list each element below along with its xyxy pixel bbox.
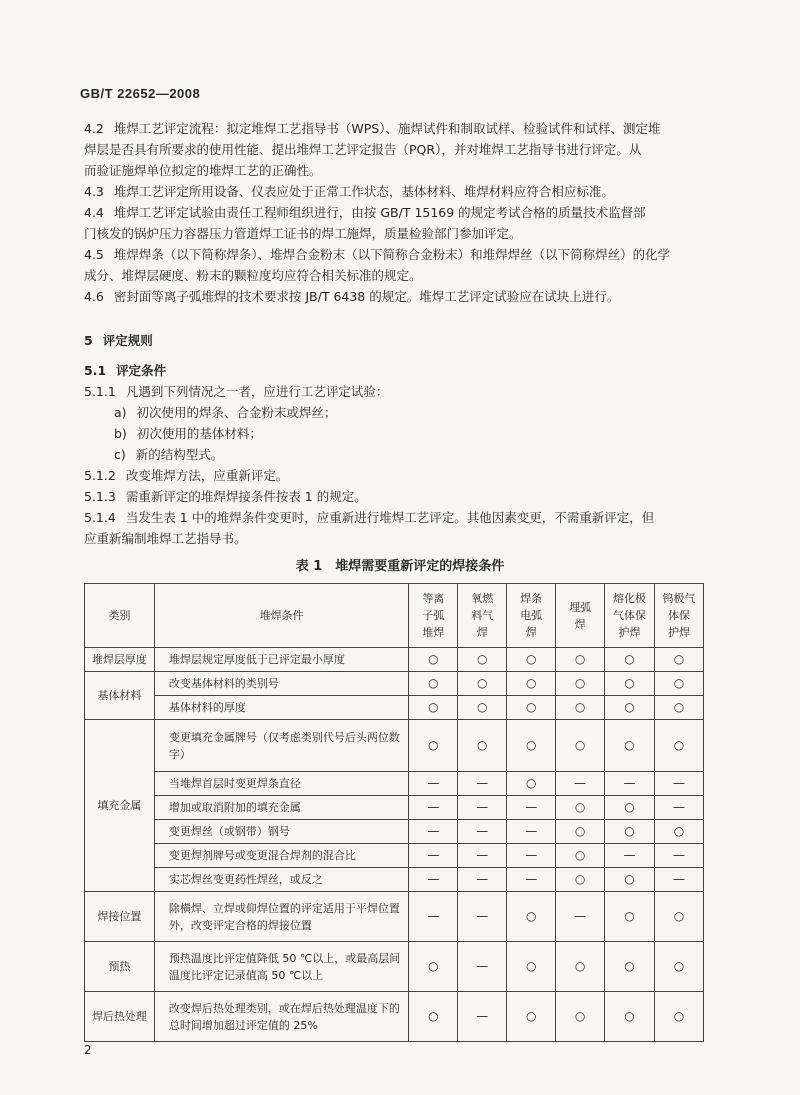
table-row [85,648,704,672]
clause-number: 4.6 [84,289,104,304]
header-method: 焊条 电弧 焊 [507,584,556,648]
mark-cell: ○ [605,696,655,720]
table-row [85,796,704,820]
mark-cell: ○ [655,672,704,696]
mark-cell: ○ [605,892,655,942]
condition-cell: 当堆焊首层时变更焊条直径 [154,772,409,796]
mark-cell: — [458,772,507,796]
mark-cell: ○ [655,992,704,1042]
mark-cell: — [556,772,605,796]
condition-cell: 预热温度比评定值降低 50 ℃以上，或最高层间温度比评定记录值高 50 ℃以上 [154,942,409,992]
table-row [85,992,704,1042]
condition-cell: 变更焊剂牌号或变更混合焊剂的混合比 [154,844,409,868]
clauses-section-4 [84,118,724,307]
mark-cell: ○ [556,696,605,720]
mark-cell: ○ [605,820,655,844]
clause-number: 5.1.2 [84,468,116,483]
mark-cell: ○ [507,696,556,720]
table-row [85,696,704,720]
subsection-number: 5.1 [84,363,107,378]
category-cell: 焊接位置 [85,892,155,942]
list-item [84,402,724,423]
clause-text: 焊层是否具有所要求的使用性能、提出堆焊工艺评定报告（PQR），并对堆焊工艺指导书进行评定。从 [84,142,642,157]
category-cell: 堆焊层厚度 [85,648,155,672]
mark-cell: — [458,892,507,942]
condition-cell: 堆焊层规定厚度低于已评定最小厚度 [154,648,409,672]
clause-number: 4.5 [84,247,104,262]
condition-cell: 基体材料的厚度 [154,696,409,720]
clause-text: 门核发的锅炉压力容器压力管道焊工证书的焊工施焊，质量检验部门参加评定。 [84,226,522,241]
subsection-title: 评定条件 [116,363,167,378]
mark-cell: ○ [556,942,605,992]
mark-cell: — [409,820,458,844]
clause-text: 凡遇到下列情况之一者，应进行工艺评定试验： [125,384,389,399]
category-cell: 基体材料 [85,672,155,720]
category-cell: 预热 [85,942,155,992]
mark-cell: ○ [458,720,507,772]
mark-cell: ○ [507,992,556,1042]
clause-text: 应重新编制堆焊工艺指导书。 [84,531,247,546]
mark-cell: ○ [507,942,556,992]
mark-cell: ○ [556,796,605,820]
clause-text: 堆焊焊条（以下简称焊条）、堆焊合金粉末（以下简称合金粉末）和堆焊焊丝（以下简称焊丝）的化学 [113,247,671,262]
mark-cell: — [458,796,507,820]
clause-text: 堆焊工艺评定所用设备、仪表应处于正常工作状态，基体材料、堆焊材料应符合相应标准。 [113,184,614,199]
condition-cell: 增加或取消附加的填充金属 [154,796,409,820]
section-number: 5 [84,333,93,348]
mark-cell: ○ [556,648,605,672]
header-method: 熔化极 气体保 护焊 [605,584,655,648]
section-5-heading [84,330,724,351]
mark-cell: ○ [655,696,704,720]
list-item [84,423,724,444]
mark-cell: ○ [507,720,556,772]
clause-4-5 [84,244,724,286]
section-5 [84,330,724,549]
table-row [85,868,704,892]
mark-cell: — [605,772,655,796]
mark-cell: — [655,772,704,796]
mark-cell: ○ [655,720,704,772]
header-condition: 堆焊条件 [154,584,409,648]
clause-text: 而验证施焊单位拟定的堆焊工艺的正确性。 [84,163,322,178]
mark-cell: ○ [458,672,507,696]
mark-cell: ○ [655,648,704,672]
mark-cell: ○ [409,942,458,992]
list-text: 初次使用的焊条、合金粉末或焊丝； [136,405,337,420]
header-method: 等离 子弧 堆焊 [409,584,458,648]
clause-text: 需重新评定的堆焊焊接条件按表 1 的规定。 [125,489,367,504]
table-row [85,892,704,942]
requalification-table [84,583,704,1042]
mark-cell: ○ [409,696,458,720]
list-item [84,444,724,465]
mark-cell: — [507,820,556,844]
condition-cell: 变更填充金属牌号（仅考虑类别代号后头两位数字） [154,720,409,772]
clause-number: 4.3 [84,184,104,199]
clause-number: 5.1.1 [84,384,116,399]
mark-cell: ○ [458,648,507,672]
mark-cell: — [655,844,704,868]
mark-cell: — [409,772,458,796]
mark-cell: ○ [409,992,458,1042]
mark-cell: ○ [458,696,507,720]
clause-5-1-1 [84,381,724,402]
mark-cell: — [507,844,556,868]
mark-cell: — [458,820,507,844]
list-label: b) [114,426,127,441]
list-text: 新的结构型式。 [135,447,224,462]
clause-number: 4.2 [84,121,104,136]
section-title: 评定规则 [102,333,153,348]
category-cell: 焊后热处理 [85,992,155,1042]
clause-number: 5.1.4 [84,510,116,525]
mark-cell: ○ [556,844,605,868]
clause-text: 改变堆焊方法，应重新评定。 [125,468,289,483]
mark-cell: — [458,942,507,992]
table-row [85,942,704,992]
list-text: 初次使用的基体材料； [136,426,262,441]
mark-cell: — [409,796,458,820]
standard-code: GB/T 22652—2008 [80,86,201,101]
condition-cell: 变更焊丝（或钢带）钢号 [154,820,409,844]
clause-4-3 [84,181,724,202]
clause-text: 密封面等离子弧堆焊的技术要求按 JB/T 6438 的规定。堆焊工艺评定试验应在试块上进行。 [113,289,620,304]
mark-cell: ○ [605,672,655,696]
mark-cell: ○ [409,648,458,672]
condition-cell: 除横焊、立焊或仰焊位置的评定适用于平焊位置外，改变评定合格的焊接位置 [154,892,409,942]
mark-cell: ○ [409,720,458,772]
clause-text: 堆焊工艺评定流程：拟定堆焊工艺指导书（WPS）、施焊试件和制取试样、检验试件和试样、测定堆 [113,121,661,136]
mark-cell: — [507,868,556,892]
mark-cell: ○ [605,720,655,772]
mark-cell: ○ [556,868,605,892]
clause-5-1-3 [84,486,724,507]
mark-cell: ○ [507,672,556,696]
clause-5-1-2 [84,465,724,486]
mark-cell: ○ [556,820,605,844]
clause-4-6 [84,286,724,307]
mark-cell: — [556,892,605,942]
table-row [85,820,704,844]
mark-cell: ○ [605,796,655,820]
table-row [85,844,704,868]
mark-cell: ○ [556,672,605,696]
table-row [85,672,704,696]
mark-cell: — [409,892,458,942]
header-category: 类别 [85,584,155,648]
clause-text: 堆焊工艺评定试验由责任工程师组织进行，由按 GB/T 15169 的规定考试合格的质量技术监督部 [113,205,646,220]
condition-cell: 实芯焊丝变更药性焊丝，或反之 [154,868,409,892]
clause-5-1-4 [84,507,724,528]
mark-cell: — [409,844,458,868]
condition-cell: 改变基体材料的类别号 [154,672,409,696]
mark-cell: ○ [605,942,655,992]
category-cell: 填充金属 [85,720,155,892]
mark-cell: — [458,868,507,892]
mark-cell: — [409,868,458,892]
list-label: c) [114,447,126,462]
mark-cell: — [458,844,507,868]
clause-4-2 [84,118,724,181]
header-method: 钨极气 体保 护焊 [655,584,704,648]
mark-cell: ○ [507,772,556,796]
table-caption: 表 1 堆焊需要重新评定的焊接条件 [295,559,505,574]
mark-cell: ○ [605,992,655,1042]
mark-cell: ○ [507,892,556,942]
mark-cell: ○ [655,892,704,942]
mark-cell: ○ [556,992,605,1042]
table-header-row [85,584,704,648]
header-method: 埋弧 焊 [556,584,605,648]
clause-text: 当发生表 1 中的堆焊条件变更时，应重新进行堆焊工艺评定。其他因素变更，不需重新评定，但 [125,510,655,525]
table-row [85,772,704,796]
condition-cell: 改变焊后热处理类别，或在焊后热处理温度下的总时间增加超过评定值的 25% [154,992,409,1042]
mark-cell: — [605,844,655,868]
mark-cell: ○ [605,648,655,672]
mark-cell: ○ [556,720,605,772]
clause-number: 4.4 [84,205,104,220]
table-row [85,720,704,772]
mark-cell: — [458,992,507,1042]
mark-cell: — [655,868,704,892]
mark-cell: ○ [655,942,704,992]
mark-cell: ○ [507,648,556,672]
mark-cell: — [507,796,556,820]
header-method: 氧燃 料气 焊 [458,584,507,648]
list-label: a) [114,405,127,420]
clause-text: 成分、堆焊层硬度、粉末的颗粒度均应符合相关标准的规定。 [84,268,422,283]
clause-number: 5.1.3 [84,489,116,504]
subsection-5-1-heading [84,360,724,381]
clause-4-4 [84,202,724,244]
mark-cell: ○ [655,820,704,844]
mark-cell: — [655,796,704,820]
page-number: 2 [84,1043,92,1057]
mark-cell: ○ [605,868,655,892]
mark-cell: ○ [409,672,458,696]
